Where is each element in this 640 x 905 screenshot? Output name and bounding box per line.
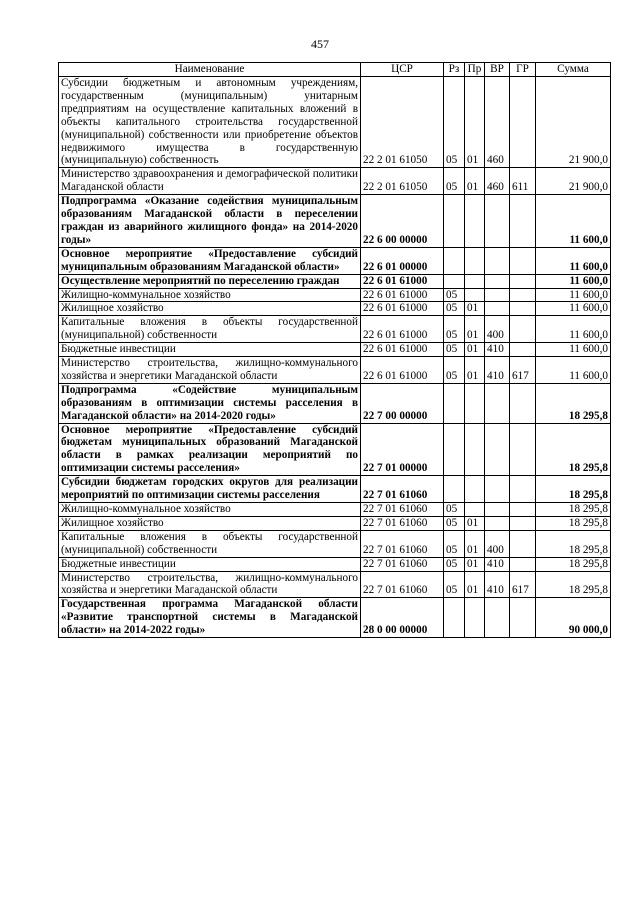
cell-gr (510, 598, 536, 638)
table-row (59, 530, 611, 557)
table-row (59, 423, 611, 476)
cell-rz: 05 (444, 571, 465, 598)
cell-pr: 01 (465, 168, 485, 195)
cell-sum: 18 295,8 (536, 571, 611, 598)
cell-csr: 22 7 01 61060 (361, 476, 444, 503)
table-header-row (59, 63, 611, 77)
cell-rz: 05 (444, 168, 465, 195)
cell-pr: 01 (465, 302, 485, 316)
cell-vr: 400 (485, 316, 510, 343)
cell-gr (510, 274, 536, 288)
table-row (59, 516, 611, 530)
cell-name: Осуществление мероприятий по переселению граждан (59, 274, 361, 288)
table-row (59, 274, 611, 288)
cell-name: Министерство здравоохранения и демографической политики Магаданской области (59, 168, 361, 195)
cell-sum: 11 600,0 (536, 195, 611, 248)
cell-name: Жилищное хозяйство (59, 302, 361, 316)
cell-vr (485, 195, 510, 248)
cell-gr (510, 516, 536, 530)
cell-sum: 11 600,0 (536, 316, 611, 343)
cell-gr (510, 316, 536, 343)
cell-vr (485, 274, 510, 288)
cell-vr (485, 247, 510, 274)
cell-vr: 460 (485, 77, 510, 168)
cell-sum: 11 600,0 (536, 247, 611, 274)
cell-pr: 01 (465, 357, 485, 384)
cell-name: Капитальные вложения в объекты государственной (муниципальной) собственности (59, 316, 361, 343)
cell-rz: 05 (444, 357, 465, 384)
page-number: 457 (311, 37, 329, 51)
cell-pr: 01 (465, 571, 485, 598)
cell-rz: 05 (444, 302, 465, 316)
cell-vr: 410 (485, 357, 510, 384)
cell-name: Основное мероприятие «Предоставление субсидий муниципальным образованиям Магаданской области» (59, 247, 361, 274)
cell-name: Капитальные вложения в объекты государственной (муниципальной) собственности (59, 530, 361, 557)
cell-gr (510, 288, 536, 302)
cell-pr: 01 (465, 316, 485, 343)
cell-rz: 05 (444, 288, 465, 302)
cell-gr: 617 (510, 357, 536, 384)
cell-rz: 05 (444, 343, 465, 357)
cell-name: Бюджетные инвестиции (59, 343, 361, 357)
table-row (59, 476, 611, 503)
header-sum: Сумма (536, 63, 611, 77)
table-body (59, 77, 611, 638)
cell-name: Государственная программа Магаданской области «Развитие транспортной системы в Магаданской области» на 2014-2022 годы» (59, 598, 361, 638)
cell-csr: 22 7 01 00000 (361, 423, 444, 476)
cell-sum: 18 295,8 (536, 530, 611, 557)
cell-csr: 22 7 01 61060 (361, 557, 444, 571)
table-row (59, 343, 611, 357)
cell-gr (510, 383, 536, 423)
table-row (59, 383, 611, 423)
cell-pr (465, 247, 485, 274)
cell-pr: 01 (465, 557, 485, 571)
table-row (59, 77, 611, 168)
cell-rz: 05 (444, 316, 465, 343)
table-row (59, 316, 611, 343)
cell-vr (485, 598, 510, 638)
cell-gr (510, 195, 536, 248)
cell-csr: 28 0 00 00000 (361, 598, 444, 638)
cell-csr: 22 6 01 61000 (361, 343, 444, 357)
cell-csr: 22 6 01 61000 (361, 302, 444, 316)
cell-vr: 410 (485, 343, 510, 357)
cell-vr: 410 (485, 557, 510, 571)
table-row (59, 195, 611, 248)
cell-gr (510, 476, 536, 503)
cell-name: Жилищное хозяйство (59, 516, 361, 530)
cell-pr (465, 383, 485, 423)
cell-sum: 11 600,0 (536, 288, 611, 302)
cell-sum: 18 295,8 (536, 423, 611, 476)
cell-rz (444, 274, 465, 288)
table-row (59, 168, 611, 195)
cell-csr: 22 6 01 00000 (361, 247, 444, 274)
cell-rz (444, 195, 465, 248)
cell-name: Министерство строительства, жилищно-коммунального хозяйства и энергетики Магаданской области (59, 357, 361, 384)
cell-rz (444, 247, 465, 274)
cell-gr (510, 302, 536, 316)
cell-sum: 18 295,8 (536, 503, 611, 517)
cell-vr: 400 (485, 530, 510, 557)
cell-vr (485, 423, 510, 476)
table-row (59, 357, 611, 384)
cell-rz (444, 476, 465, 503)
cell-name: Субсидии бюджетным и автономным учреждениям, государственным (муниципальным) унитарным предприятиям на осуществление капитальных вложений в объекты капитального строительства государственной (муниципальной) собственности или приобретение объектов недвижимого имущества в государственную (муниципальную) собственность (59, 77, 361, 168)
cell-sum: 18 295,8 (536, 476, 611, 503)
cell-name: Бюджетные инвестиции (59, 557, 361, 571)
cell-sum: 11 600,0 (536, 343, 611, 357)
cell-rz (444, 423, 465, 476)
table-row (59, 247, 611, 274)
cell-rz: 05 (444, 530, 465, 557)
cell-sum: 11 600,0 (536, 274, 611, 288)
table-row (59, 557, 611, 571)
cell-vr (485, 516, 510, 530)
cell-name: Жилищно-коммунальное хозяйство (59, 503, 361, 517)
table-row (59, 302, 611, 316)
cell-csr: 22 6 01 61000 (361, 357, 444, 384)
cell-vr (485, 503, 510, 517)
cell-gr (510, 247, 536, 274)
cell-csr: 22 2 01 61050 (361, 168, 444, 195)
cell-pr (465, 503, 485, 517)
cell-pr: 01 (465, 343, 485, 357)
cell-rz: 05 (444, 503, 465, 517)
cell-name: Министерство строительства, жилищно-коммунального хозяйства и энергетики Магаданской области (59, 571, 361, 598)
table-row (59, 598, 611, 638)
cell-rz (444, 383, 465, 423)
cell-name: Жилищно-коммунальное хозяйство (59, 288, 361, 302)
cell-pr (465, 423, 485, 476)
header-rz: Рз (444, 63, 465, 77)
cell-csr: 22 2 01 61050 (361, 77, 444, 168)
cell-sum: 90 000,0 (536, 598, 611, 638)
cell-rz: 05 (444, 516, 465, 530)
cell-vr (485, 383, 510, 423)
cell-csr: 22 6 00 00000 (361, 195, 444, 248)
cell-name: Основное мероприятие «Предоставление субсидий бюджетам муниципальных образований Магаданской области в рамках реализации мероприятий по оптимизации системы расселения» (59, 423, 361, 476)
cell-csr: 22 6 01 61000 (361, 316, 444, 343)
table-row (59, 503, 611, 517)
cell-gr (510, 423, 536, 476)
cell-csr: 22 7 01 61060 (361, 571, 444, 598)
header-csr: ЦСР (361, 63, 444, 77)
header-gr: ГР (510, 63, 536, 77)
cell-gr (510, 557, 536, 571)
cell-pr: 01 (465, 530, 485, 557)
cell-vr: 410 (485, 571, 510, 598)
cell-vr (485, 302, 510, 316)
cell-sum: 11 600,0 (536, 302, 611, 316)
cell-csr: 22 6 01 61000 (361, 288, 444, 302)
cell-vr: 460 (485, 168, 510, 195)
cell-sum: 18 295,8 (536, 383, 611, 423)
cell-csr: 22 7 00 00000 (361, 383, 444, 423)
cell-sum: 21 900,0 (536, 168, 611, 195)
cell-pr (465, 274, 485, 288)
table-row (59, 571, 611, 598)
cell-rz (444, 598, 465, 638)
cell-pr (465, 288, 485, 302)
cell-name: Подпрограмма «Содействие муниципальным образованиям в оптимизации системы расселения в Магаданской области» на 2014-2020 годы» (59, 383, 361, 423)
cell-sum: 18 295,8 (536, 516, 611, 530)
cell-rz: 05 (444, 557, 465, 571)
cell-sum: 18 295,8 (536, 557, 611, 571)
budget-table (58, 62, 611, 638)
table-row (59, 288, 611, 302)
header-name: Наименование (59, 63, 361, 77)
cell-name: Субсидии бюджетам городских округов для реализации мероприятий по оптимизации системы расселения (59, 476, 361, 503)
cell-sum: 21 900,0 (536, 77, 611, 168)
cell-rz: 05 (444, 77, 465, 168)
cell-pr (465, 195, 485, 248)
cell-gr (510, 530, 536, 557)
cell-gr (510, 503, 536, 517)
cell-gr: 611 (510, 168, 536, 195)
cell-csr: 22 6 01 61000 (361, 274, 444, 288)
cell-csr: 22 7 01 61060 (361, 503, 444, 517)
cell-csr: 22 7 01 61060 (361, 530, 444, 557)
cell-pr: 01 (465, 516, 485, 530)
cell-gr (510, 343, 536, 357)
cell-name: Подпрограмма «Оказание содействия муниципальным образованиям Магаданской области в переселении граждан из аварийного жилищного фонда» на 2014-2020 годы» (59, 195, 361, 248)
cell-gr: 617 (510, 571, 536, 598)
cell-vr (485, 288, 510, 302)
cell-pr: 01 (465, 77, 485, 168)
header-pr: Пр (465, 63, 485, 77)
cell-pr (465, 476, 485, 503)
header-vr: ВР (485, 63, 510, 77)
cell-sum: 11 600,0 (536, 357, 611, 384)
cell-vr (485, 476, 510, 503)
cell-csr: 22 7 01 61060 (361, 516, 444, 530)
cell-pr (465, 598, 485, 638)
cell-gr (510, 77, 536, 168)
